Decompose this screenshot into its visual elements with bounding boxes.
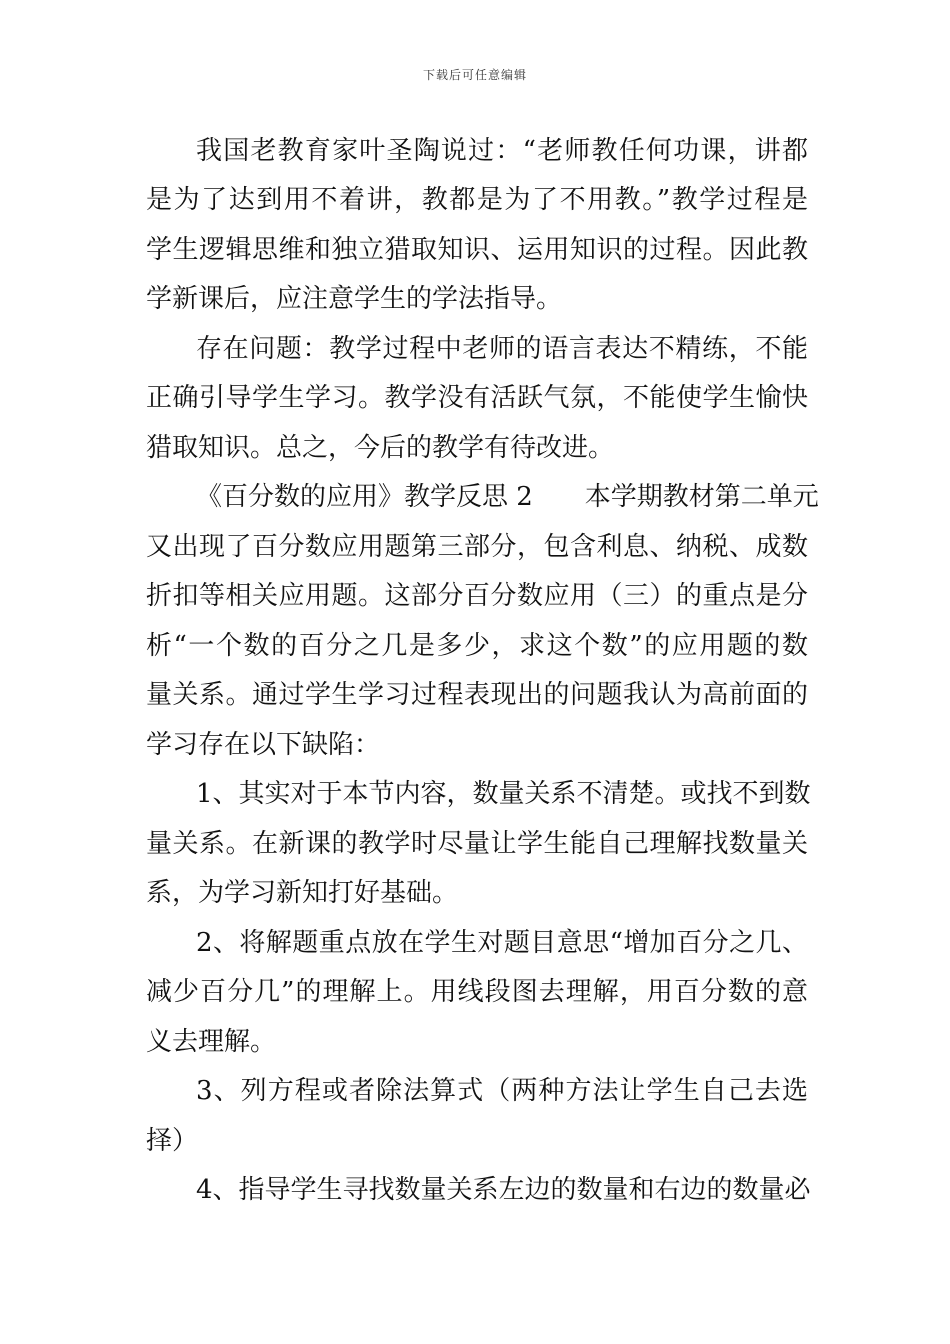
paragraph-line: 正确引导学生学习。教学没有活跃气氛，不能使学生愉快 — [146, 383, 808, 413]
paragraph-line: 是为了达到用不着讲，教都是为了不用教。”教学过程是 — [146, 185, 808, 215]
paragraph-line: 《百分数的应用》教学反思 2 本学期教材第二单元 — [196, 482, 819, 512]
paragraph-line: 又出现了百分数应用题第三部分，包含利息、纳税、成数 — [146, 532, 808, 562]
paragraph-line: 1、其实对于本节内容，数量关系不清楚。或找不到数 — [196, 779, 811, 809]
paragraph-line: 3、列方程或者除法算式（两种方法让学生自己去选 — [196, 1076, 808, 1106]
paragraph-line: 学生逻辑思维和独立猎取知识、运用知识的过程。因此教 — [146, 235, 808, 265]
paragraph-line: 学习存在以下缺陷： — [146, 730, 381, 760]
paragraph-line: 系，为学习新知打好基础。 — [146, 878, 459, 908]
paragraph-line: 存在问题：教学过程中老师的语言表达不精练，不能 — [196, 334, 808, 364]
paragraph-line: 减少百分几”的理解上。用线段图去理解，用百分数的意 — [146, 977, 808, 1007]
paragraph-line: 猎取知识。总之，今后的教学有待改进。 — [146, 433, 615, 463]
header-note: 下载后可任意编辑 — [422, 68, 527, 82]
paragraph-line: 折扣等相关应用题。这部分百分数应用（三）的重点是分 — [146, 581, 808, 611]
paragraph-line: 义去理解。 — [146, 1027, 277, 1057]
paragraph-line: 择） — [146, 1126, 199, 1156]
paragraph-line: 我国老教育家叶圣陶说过：“老师教任何功课，讲都 — [196, 136, 808, 166]
paragraph-line: 量关系。通过学生学习过程表现出的问题我认为高前面的 — [146, 680, 808, 710]
paragraph-line: 析“一个数的百分之几是多少，求这个数”的应用题的数 — [146, 631, 808, 661]
paragraph-line: 4、指导学生寻找数量关系左边的数量和右边的数量必 — [196, 1175, 811, 1205]
paragraph-line: 量关系。在新课的教学时尽量让学生能自己理解找数量关 — [146, 829, 808, 859]
paragraph-line: 学新课后，应注意学生的学法指导。 — [146, 284, 563, 314]
paragraph-line: 2、将解题重点放在学生对题目意思“增加百分之几、 — [196, 928, 808, 958]
